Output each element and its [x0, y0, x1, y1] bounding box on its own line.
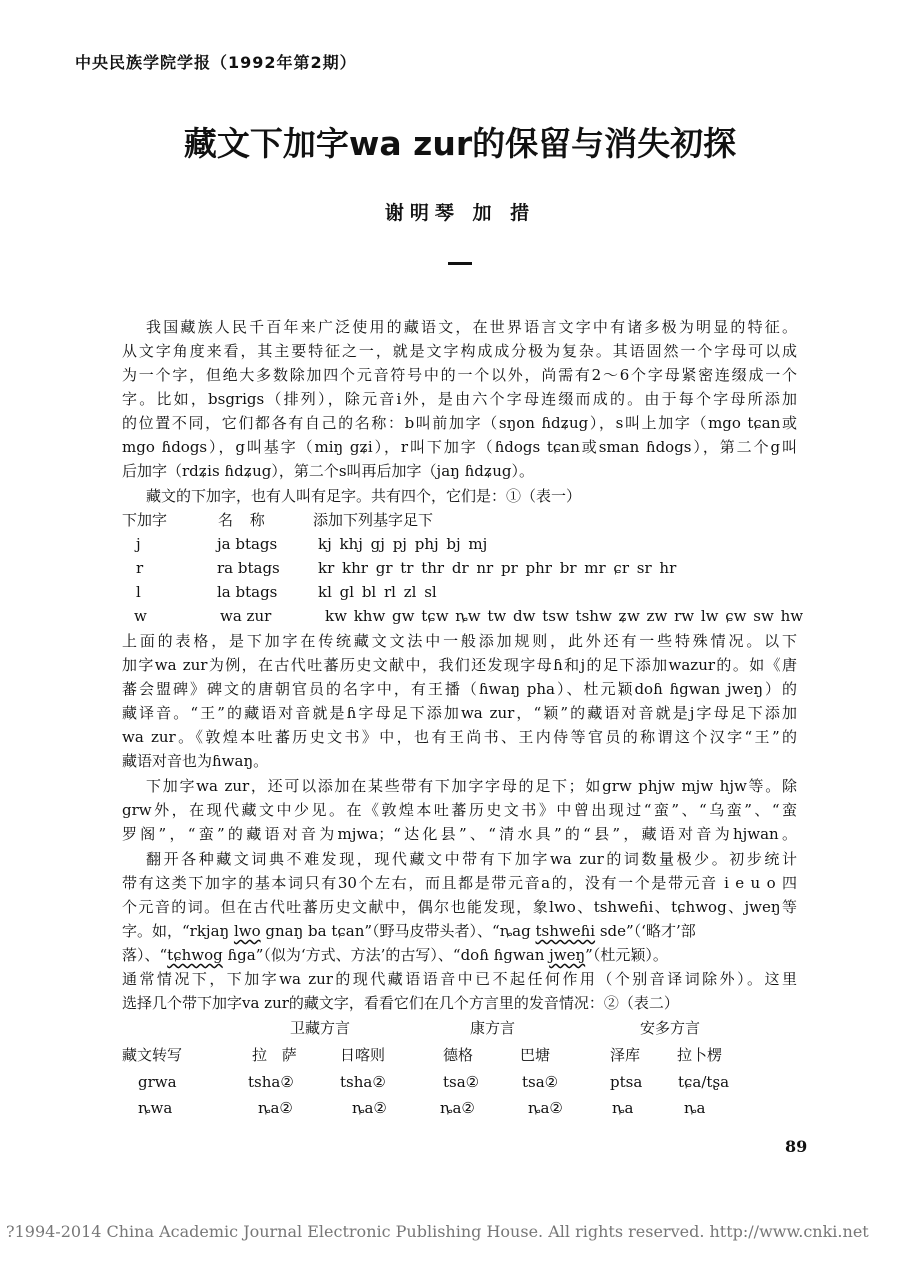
text-segment: sde”（‘略才’部 — [595, 922, 696, 940]
table2-cell: ȵwa — [138, 1099, 173, 1117]
paragraph-line: 字。比如，bsgrigs（排列），除元音i外，是由六个字母连缀而成的。由于每个字母所添加 — [122, 390, 797, 408]
paragraph-line: 藏文的下加字，也有人叫有足字。共有四个，它们是：①（表一） — [146, 487, 582, 505]
table1-cell: r — [136, 559, 144, 577]
journal-header: 中央民族学院学报（1992年第2期） — [75, 53, 357, 72]
paragraph-line: 藏译音。“王”的藏语对音就是ɦ字母足下添加wa zur，“颖”的藏语对音就是j字母足下添加 — [122, 704, 797, 722]
paragraph-line: mgo ɦdogs），g叫基字（miŋ gʑi），r叫下加字（ɦdogs tɕan或sman ɦdogs），第二个g叫 — [122, 438, 797, 456]
table2-header: 德格 — [443, 1046, 474, 1064]
paragraph-line: 后加字（rdʑis ɦdʑug），第二个s叫再后加字（jaŋ ɦdʑug）。 — [122, 462, 535, 480]
table2-header: 日喀则 — [340, 1046, 386, 1064]
table1-cell: kl gl bl rl zl sl — [318, 583, 437, 601]
table1-cell: kr khr gr tr thr dr nr pr phr br mr ɕr sr hr — [318, 559, 677, 577]
table2-header: 藏文转写 — [122, 1046, 183, 1064]
table1-cell: ra btags — [217, 559, 280, 577]
table2-group-header: 卫藏方言 — [290, 1019, 351, 1037]
paragraph-line: grw外，在现代藏文中少见。在《敦煌本吐蕃历史文书》中曾出现过“蛮”、“乌蛮”、“蛮 — [122, 801, 797, 819]
table1-cell: l — [136, 583, 141, 601]
text-segment: 字。如，“rkjaŋ — [122, 922, 234, 940]
table2-header: 泽库 — [610, 1046, 641, 1064]
table2-cell: ȵa② — [352, 1099, 387, 1117]
table2-header: 拉卜楞 — [677, 1046, 723, 1064]
paragraph-line: 加字wa zur为例，在古代吐蕃历史文献中，我们还发现字母ɦ和j的足下添加wazur的。如《唐 — [122, 656, 797, 674]
paragraph-line: 选择几个带下加字va zur的藏文字，看看它们在几个方言里的发音情况：②（表二） — [122, 994, 679, 1012]
table2-cell: ptsa — [610, 1073, 643, 1091]
wavy-underlined-word: tɕhwog — [167, 946, 223, 964]
paragraph-line: 的位置不同，它们都各有自己的名称：b叫前加字（sŋon ɦdʑug），s叫上加字（mgo tɕan或 — [122, 414, 797, 432]
table2-group-header: 康方言 — [470, 1019, 516, 1037]
table2-cell: tsa② — [443, 1073, 480, 1091]
paragraph-line: 下加字wa zur，还可以添加在某些带有下加字字母的足下；如grw phjw mjw hjw等。除 — [146, 777, 797, 795]
article-title: 藏文下加字wa zur的保留与消失初探 — [183, 124, 737, 163]
table2-cell: tsha② — [248, 1073, 294, 1091]
table1-cell: kj khj gj pj phj bj mj — [318, 535, 488, 553]
wavy-underlined-word: jweŋ — [549, 946, 586, 964]
table2-cell: ȵa — [612, 1099, 634, 1117]
table1-header: 名 称 — [218, 511, 271, 529]
paragraph-line: 翻开各种藏文词典不难发现，现代藏文中带有下加字wa zur的词数量极少。初步统计 — [146, 850, 797, 868]
page-number: 89 — [785, 1137, 808, 1156]
table2-cell: ȵa — [684, 1099, 706, 1117]
paragraph-line: 通常情况下，下加字wa zur的现代藏语语音中已不起任何作用（个别音译词除外）。这里 — [122, 970, 797, 988]
section-mark-one — [448, 262, 472, 265]
table2-cell: grwa — [138, 1073, 177, 1091]
paragraph-line: 为一个字，但绝大多数除加四个元音符号中的一个以外，尚需有2～6个字母紧密连缀成一个 — [122, 366, 797, 384]
paragraph-line: 罗阁”，“蛮”的藏语对音为mjwa；“达化县”、“清水具”的“县”，藏语对音为hjwan。 — [122, 825, 797, 843]
table1-cell: wa zur — [220, 607, 272, 625]
wavy-underlined-word: lwo — [233, 922, 261, 940]
table2-cell: tsa② — [522, 1073, 559, 1091]
paragraph-line: 藏语对音也为ɦwaŋ。 — [122, 752, 269, 770]
text-segment: ”（杜元颖）。 — [585, 946, 668, 964]
table2-header: 拉 萨 — [252, 1046, 302, 1064]
table1-cell: kw khw gw tɕw ȵw tw dw tsw tshw ʑw zw rw lw ɕw sw hw — [325, 607, 804, 625]
table2-cell: tɕa/tʂa — [678, 1073, 730, 1091]
paragraph-line: 上面的表格，是下加字在传统藏文文法中一般添加规则，此外还有一些特殊情况。以下 — [122, 632, 797, 650]
table1-cell: la btags — [217, 583, 278, 601]
wavy-underlined-word: tshweɦi — [535, 922, 596, 940]
table1-cell: w — [134, 607, 147, 625]
table2-cell: ȵa② — [258, 1099, 293, 1117]
paragraph-line: 我国藏族人民千百年来广泛使用的藏语文，在世界语言文字中有诸多极为明显的特征。 — [146, 318, 797, 336]
table1-header: 添加下列基字足下 — [313, 511, 434, 529]
table2-cell: ȵa② — [528, 1099, 563, 1117]
table2-cell: ȵa② — [440, 1099, 475, 1117]
paragraph-line: 从文字角度来看，其主要特征之一，就是文字构成成分极为复杂。其语固然一个字母可以成 — [122, 342, 797, 360]
table2-group-header: 安多方言 — [640, 1019, 701, 1037]
table1-header: 下加字 — [122, 511, 168, 529]
table2-header: 巴塘 — [520, 1046, 551, 1064]
text-segment: 落）、“ — [122, 946, 168, 964]
text-segment: gnaŋ ba tɕan”（野马皮带头者）、“ȵag — [260, 922, 536, 940]
text-segment: ɦga”（似为‘方式、方法’的古写）、“doɦ ɦgwan — [222, 946, 550, 964]
authors: 谢明琴 加 措 — [384, 202, 536, 224]
table1-cell: ja btags — [217, 535, 278, 553]
table2-cell: tsha② — [340, 1073, 386, 1091]
paragraph-line — [122, 919, 797, 943]
paragraph-line — [122, 943, 797, 967]
paragraph-line: 个元音的词。但在古代吐蕃历史文献中，偶尔也能发现，象lwo、tshweɦi、tɕhwog、jweŋ等 — [122, 898, 797, 916]
table1-cell: j — [136, 535, 141, 553]
copyright-footer: ?1994-2014 China Academic Journal Electronic Publishing House. All rights reserved. http://www.cnki.net — [6, 1222, 869, 1241]
paragraph-line: wa zur。《敦煌本吐蕃历史文书》中，也有王尚书、王内侍等官员的称谓这个汉字“王”的 — [122, 728, 797, 746]
paragraph-line: 带有这类下加字的基本词只有30个左右，而且都是带元音a的，没有一个是带元音 i e u o 四 — [122, 874, 797, 892]
paragraph-line: 蕃会盟碑》碑文的唐朝官员的名字中，有王播（ɦwaŋ pha）、杜元颖doɦ ɦgwan jweŋ）的 — [122, 680, 797, 698]
